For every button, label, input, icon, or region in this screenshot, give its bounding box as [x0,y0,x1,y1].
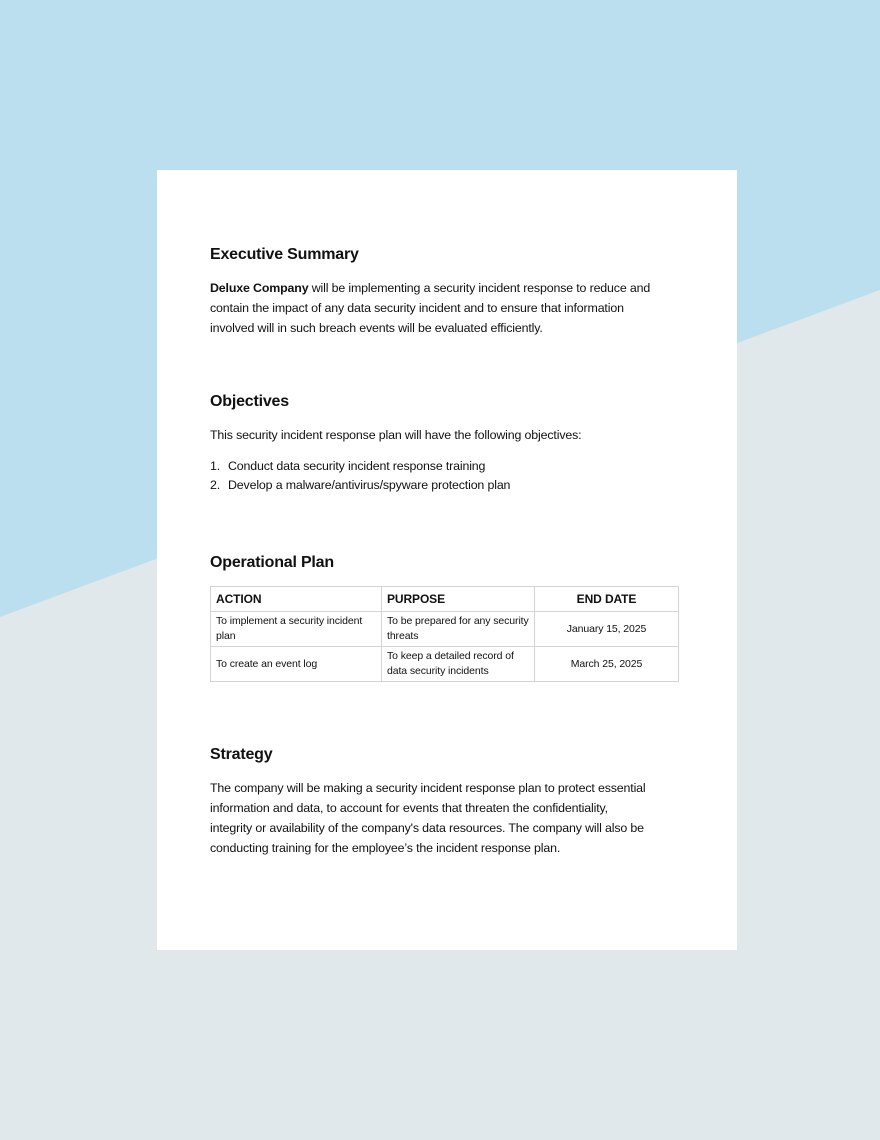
paragraph-line: information and data, to account for events that threaten the confidentiality, [210,801,608,815]
table-header-row [211,587,679,612]
company-name: Deluxe Company [210,281,309,295]
cell-action: To create an event log [211,647,382,682]
paragraph-line: contain the impact of any data security incident and to ensure that information [210,301,624,315]
header-action: ACTION [211,587,382,612]
list-item [210,476,680,495]
cell-end-date: March 25, 2025 [535,647,679,682]
objectives-intro: This security incident response plan will have the following objectives: [210,428,582,442]
header-end-date: END DATE [535,587,679,612]
text: will be implementing a security incident response to reduce and [308,281,651,295]
executive-summary-section [210,246,680,338]
operational-plan-table [210,586,679,682]
paragraph-line: involved will in such breach events will be evaluated efficiently. [210,321,543,335]
header-purpose: PURPOSE [382,587,535,612]
table-row [211,612,679,647]
paragraph-line [210,278,680,298]
list-item [210,457,680,476]
list-text: Develop a malware/antivirus/spyware protection plan [228,478,511,492]
section-heading: Operational Plan [210,554,334,571]
list-text: Conduct data security incident response training [228,459,486,473]
table-row [211,647,679,682]
operational-plan-section [210,554,680,682]
list-number: 2. [210,478,221,492]
objectives-section [210,393,680,495]
section-heading: Executive Summary [210,246,359,263]
list-number: 1. [210,459,221,473]
document-page [157,170,737,950]
cell-action: To implement a security incident plan [211,612,382,647]
strategy-section [210,746,680,858]
objectives-list [210,457,680,495]
paragraph-line: conducting training for the employee’s the incident response plan. [210,841,561,855]
cell-purpose: To keep a detailed record of data security incidents [382,647,535,682]
cell-end-date: January 15, 2025 [535,612,679,647]
cell-purpose: To be prepared for any security threats [382,612,535,647]
paragraph-line: integrity or availability of the company's data resources. The company will also be [210,821,644,835]
paragraph-line: The company will be making a security incident response plan to protect essential [210,781,646,795]
section-heading: Strategy [210,746,273,763]
section-heading: Objectives [210,393,289,410]
